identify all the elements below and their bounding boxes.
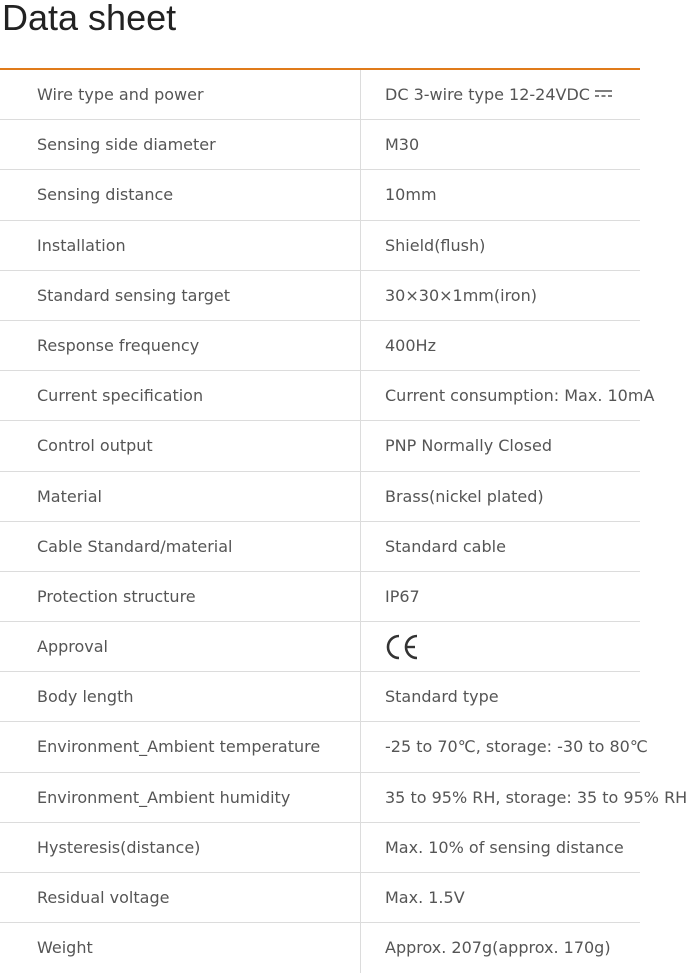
- column-divider: [360, 421, 361, 470]
- spec-label: Body length: [37, 687, 134, 707]
- spec-label: Wire type and power: [37, 85, 204, 104]
- spec-value: Max. 1.5V: [385, 888, 465, 907]
- spec-row-hysteresis: [0, 823, 640, 873]
- spec-row-weight: [0, 923, 640, 973]
- spec-value: Shield(flush): [385, 235, 486, 255]
- column-divider: [360, 672, 361, 721]
- spec-row-material: [0, 472, 640, 522]
- spec-value: IP67: [385, 586, 420, 606]
- spec-value: Brass(nickel plated): [385, 486, 544, 506]
- column-divider: [360, 472, 361, 521]
- spec-value: 10mm: [385, 185, 437, 205]
- column-divider: [360, 321, 361, 370]
- spec-table: [0, 70, 687, 973]
- spec-row-response-frequency: [0, 321, 640, 371]
- spec-row-ambient-temperature: [0, 722, 648, 772]
- spec-label: Weight: [37, 938, 93, 958]
- spec-row-body-length: [0, 672, 640, 722]
- spec-label: Protection structure: [37, 586, 196, 606]
- spec-row-standard-sensing-target: [0, 271, 640, 321]
- spec-label: Residual voltage: [37, 888, 170, 907]
- page-title: Data sheet: [2, 0, 177, 38]
- spec-value: DC 3-wire type 12-24VDC: [385, 85, 590, 104]
- column-divider: [360, 221, 361, 270]
- spec-value: Max. 10% of sensing distance: [385, 837, 624, 857]
- spec-row-ambient-humidity: [0, 773, 687, 823]
- spec-row-residual-voltage: [0, 873, 640, 923]
- spec-label: Standard sensing target: [37, 285, 231, 305]
- spec-label: Response frequency: [37, 335, 200, 355]
- column-divider: [360, 170, 361, 219]
- spec-row-control-output: [0, 421, 640, 471]
- spec-value: PNP Normally Closed: [385, 436, 552, 456]
- spec-label: Approval: [37, 637, 108, 657]
- spec-label: Sensing distance: [37, 185, 174, 205]
- spec-value: Standard cable: [385, 536, 506, 556]
- spec-value: 400Hz: [385, 335, 436, 355]
- column-divider: [360, 622, 361, 671]
- spec-label: Current specification: [37, 386, 204, 406]
- column-divider: [360, 371, 361, 420]
- spec-value: -25 to 70℃, storage: -30 to 80℃: [385, 737, 648, 757]
- spec-row-current-specification: [0, 371, 655, 421]
- spec-row-sensing-distance: [0, 170, 640, 220]
- spec-value: Standard type: [385, 687, 499, 707]
- column-divider: [360, 522, 361, 571]
- spec-value-wire-type: [385, 70, 612, 120]
- ce-mark-icon: [385, 633, 421, 661]
- spec-label: Control output: [37, 436, 153, 456]
- spec-row-installation: [0, 221, 640, 271]
- column-divider: [360, 923, 361, 973]
- spec-label: Installation: [37, 235, 126, 255]
- column-divider: [360, 572, 361, 621]
- spec-value: 30×30×1mm(iron): [385, 285, 537, 305]
- spec-label: Hysteresis(distance): [37, 837, 201, 857]
- spec-value: M30: [385, 135, 420, 155]
- spec-label: Material: [37, 486, 102, 506]
- spec-label: Environment_Ambient humidity: [37, 787, 291, 807]
- spec-row-protection-structure: [0, 572, 640, 622]
- column-divider: [360, 271, 361, 320]
- column-divider: [360, 823, 361, 872]
- spec-row-approval: [0, 622, 640, 672]
- column-divider: [360, 120, 361, 169]
- column-divider: [360, 773, 361, 822]
- spec-row-wire-type: [0, 70, 640, 120]
- column-divider: [360, 722, 361, 771]
- dc-voltage-icon: [595, 89, 612, 98]
- column-divider: [360, 873, 361, 922]
- spec-row-sensing-side-diameter: [0, 120, 640, 170]
- spec-label: Environment_Ambient temperature: [37, 737, 321, 757]
- spec-label: Cable Standard/material: [37, 536, 233, 556]
- spec-value: Current consumption: Max. 10mA: [385, 386, 655, 406]
- column-divider: [360, 70, 361, 119]
- spec-value: Approx. 207g(approx. 170g): [385, 938, 611, 958]
- spec-value: 35 to 95% RH, storage: 35 to 95% RH: [385, 787, 687, 807]
- spec-row-cable-standard: [0, 522, 640, 572]
- spec-label: Sensing side diameter: [37, 135, 216, 155]
